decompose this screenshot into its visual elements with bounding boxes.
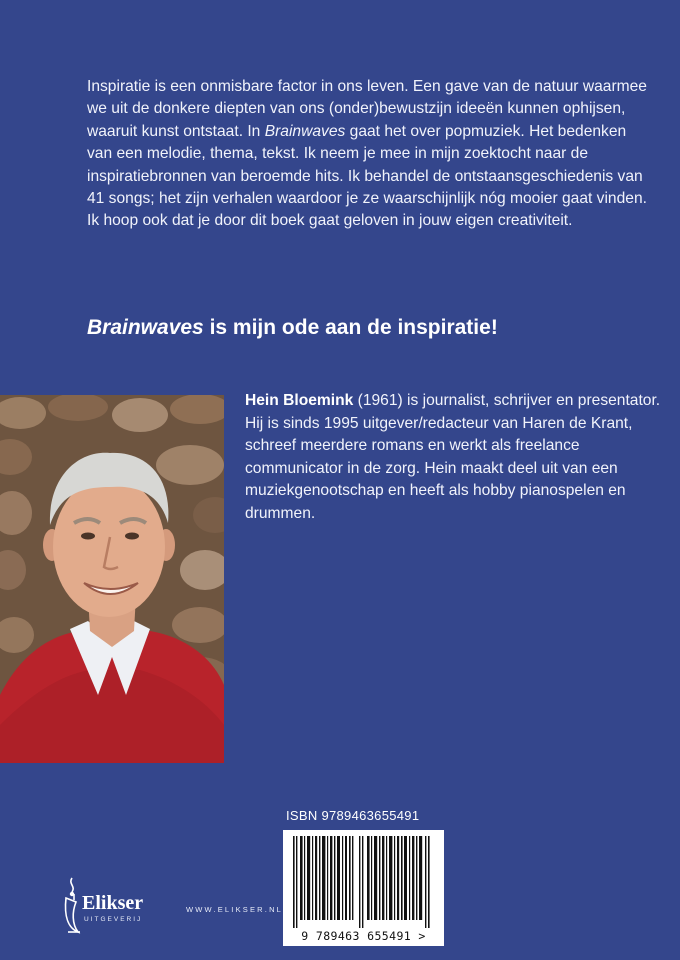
publisher-logo [58,872,198,942]
author-portrait-illustration [0,395,224,763]
author-bio-text: (1961) is journalist, schrijver en presentator. Hij is sinds 1995 uitgever/redacteur van Haren de Krant, schreef meerdere romans en werkt als freelance communicator in de zorg. Hein maakt deel uit van een muziekgenootschap en heeft als hobby pianospelen en drummen. [245,392,661,522]
barcode-digits: 9 789463 655491 > [301,929,426,943]
isbn-barcode [283,830,444,946]
motto-text: is mijn ode aan de inspiratie! [203,316,498,339]
publisher-url: WWW.ELIKSER.NL [186,905,284,914]
author-bio [245,390,665,526]
intro-text-2: gaat het over popmuziek. Het bedenken van een melodie, thema, tekst. Ik neem je mee in mijn zoektocht naar de inspiratiebronnen van beroemde hits. Ik behandel de ontstaansgeschiedenis van 41 songs; het zijn verhalen waardoor je ze waarschijnlijk nóg mooier gaat vinden. Ik hoop ook dat je door dit boek gaat geloven in jouw eigen creativiteit. [87,122,647,230]
intro-paragraph [87,76,647,233]
author-photo [0,395,224,763]
publisher-subtitle: UITGEVERIJ [84,916,143,923]
motto-line [87,316,647,340]
isbn-label: ISBN 9789463655491 [286,808,420,823]
intro-book-title: Brainwaves [264,122,346,140]
intro-text-1: Inspiratie is een onmisbare factor in ons leven. Een gave van de natuur waarmee we uit de donkere diepten van ons (onder)bewustzijn ideeën kunnen ophijsen, waaruit kunst ontstaat. In [87,78,647,140]
motto-book-title: Brainwaves [87,316,204,339]
publisher-name: Elikser [82,892,144,914]
author-name: Hein Bloemink [245,392,354,409]
